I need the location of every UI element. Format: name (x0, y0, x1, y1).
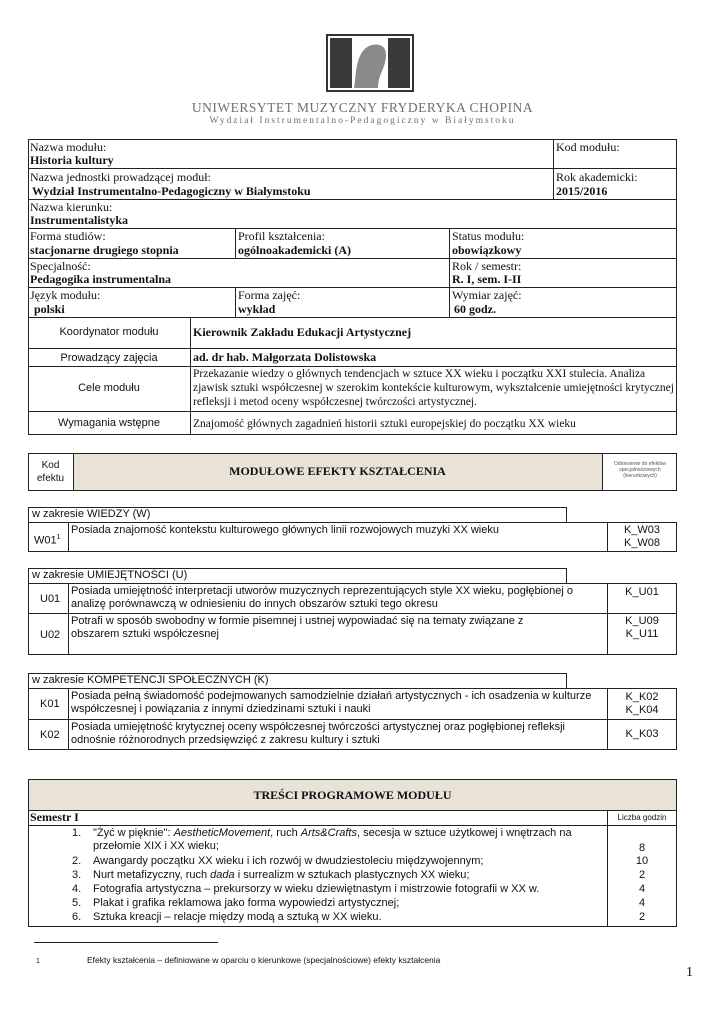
k02-ref: K_K03 (625, 728, 659, 740)
u02-ref2: K_U11 (625, 628, 659, 640)
teacher-label: Prowadzący zajęcia (60, 352, 158, 364)
k01-ref2: K_K04 (625, 704, 659, 716)
u01-ref: K_U01 (625, 586, 659, 598)
u02-ref1: K_U09 (625, 615, 659, 627)
hours-header: Liczba godzin (617, 813, 667, 822)
university-name: UNIWERSYTET MUZYCZNY FRYDERYKA CHOPINA (191, 100, 534, 115)
k01-ref1: K_K02 (625, 691, 659, 703)
footnote-mark: 1 (36, 958, 40, 965)
study-form-label: Forma studiów: (30, 229, 106, 243)
ref-header: Odniesienie do efektów specjalnościowych (kierunkowych) (614, 461, 666, 479)
faculty-name: Wydział Instrumentalno-Pedagogiczny w Białymstoku (209, 116, 516, 126)
semester-heading: Semestr I (30, 810, 79, 824)
language-label: Język modułu: (30, 288, 101, 302)
code-header-2: efektu (36, 473, 65, 484)
teacher-value: ad. dr hab. Małgorzata Dolistowska (193, 350, 377, 364)
hours-value: 60 godz. (454, 302, 496, 316)
content-title: TREŚCI PROGRAMOWE MODUŁU (253, 788, 452, 802)
w01-code: $W01^1$ (34, 534, 61, 547)
social-label: w zakresie KOMPETENCJI SPOŁECZNYCH (K) (32, 674, 269, 686)
goals-value: Przekazanie wiedzy o głównych tendencjach w sztuce XX wieku i początku XXI stulecia. Analiza zjawisk sztuki współczesnej w szerokim kontekście kulturowym, wykształcenie umiejętności krytycznej refleksji i metod oceny współczesnej twórczości artystycznej. (193, 368, 674, 408)
year-value: 2015/2016 (556, 184, 608, 198)
u02-text: Potrafi w sposób swobodny w formie pisemnej i ustnej wypowiadać się na tematy związane z obszarem sztuki współczesnej (71, 615, 524, 640)
knowledge-label: w zakresie WIEDZY (W) (32, 508, 151, 520)
code-header-1: Kod (41, 460, 60, 471)
w01-ref2: K_W08 (623, 537, 661, 549)
profile-value: ogólnoakademicki (A) (238, 243, 352, 257)
specialty-label: Specjalność: (30, 259, 91, 273)
class-form-label: Forma zajęć: (238, 288, 301, 302)
profile-label: Profil kształcenia: (238, 229, 325, 243)
year-label: Rok akademicki: (556, 170, 638, 184)
unit-value: Wydział Instrumentalno-Pedagogiczny w Białymstoku (32, 184, 311, 198)
footnote-text: Efekty kształcenia – definiowane w oparciu o kierunkowe (specjalnościowe) efekty kształcenia (87, 955, 441, 965)
w01-ref1: K_W03 (623, 524, 661, 536)
semester-value: R. I, sem. I-II (452, 272, 522, 286)
university-logo (326, 34, 414, 92)
status-label: Status modułu: (452, 229, 525, 243)
semester-label: Rok / semestr: (452, 259, 522, 273)
specialty-value: Pedagogika instrumentalna (30, 272, 172, 286)
module-name-label: Nazwa modułu: (30, 140, 107, 154)
direction-label: Nazwa kierunku: (30, 200, 113, 214)
study-form-value: stacjonarne drugiego stopnia (30, 243, 179, 257)
class-form-value: wykład (238, 302, 276, 316)
direction-value: Instrumentalistyka (30, 213, 129, 227)
u02-code: U02 (40, 629, 61, 641)
requirements-label: Wymagania wstępne (57, 417, 160, 429)
requirements-value: Znajomość głównych zagadnień historii sztuki europejskiej do początku XX wieku (193, 418, 576, 430)
k02-code: K02 (40, 729, 60, 741)
k02-text: Posiada umiejętność krytycznej oceny współczesnej twórczości artystycznej oraz pogłębionej refleksji odnośnie różnorodnych przedsięwzięć z zakresu kultury i sztuki (71, 721, 565, 746)
u01-text: Posiada umiejętność interpretacji utworów muzycznych reprezentujących style XX wieku, pogłębionej o analizę porównawczą w odniesieniu do innych obszarów sztuki tego okresu (71, 585, 573, 610)
hours-label: Wymiar zajęć: (452, 288, 522, 302)
k01-code: K01 (40, 698, 60, 710)
coordinator-label: Koordynator modułu (59, 326, 159, 338)
coordinator-value: Kierownik Zakładu Edukacji Artystycznej (193, 325, 412, 339)
k01-text: Posiada pełną świadomość podejmowanych samodzielnie działań artystycznych - ich osadzenia w kulturze współczesnej i powiązania z innymi dziedzinami sztuki i nauki (71, 690, 592, 715)
w01-text: Posiada znajomość kontekstu kulturowego głównych linii rozwojowych muzyki XX wieku (71, 524, 499, 536)
page-number: 1 (686, 965, 693, 980)
status-value: obowiązkowy (452, 243, 522, 257)
module-name: Historia kultury (30, 153, 114, 167)
effects-title: MODUŁOWE EFEKTY KSZTAŁCENIA (229, 464, 446, 478)
module-code-label: Kod modułu: (556, 140, 620, 154)
skills-label: w zakresie UMIEJĘTNOŚCI (U) (32, 569, 188, 581)
goals-label: Cele modułu (78, 382, 140, 394)
unit-label: Nazwa jednostki prowadzącej moduł: (30, 170, 211, 184)
language-value: polski (34, 302, 65, 316)
u01-code: U01 (40, 593, 61, 605)
